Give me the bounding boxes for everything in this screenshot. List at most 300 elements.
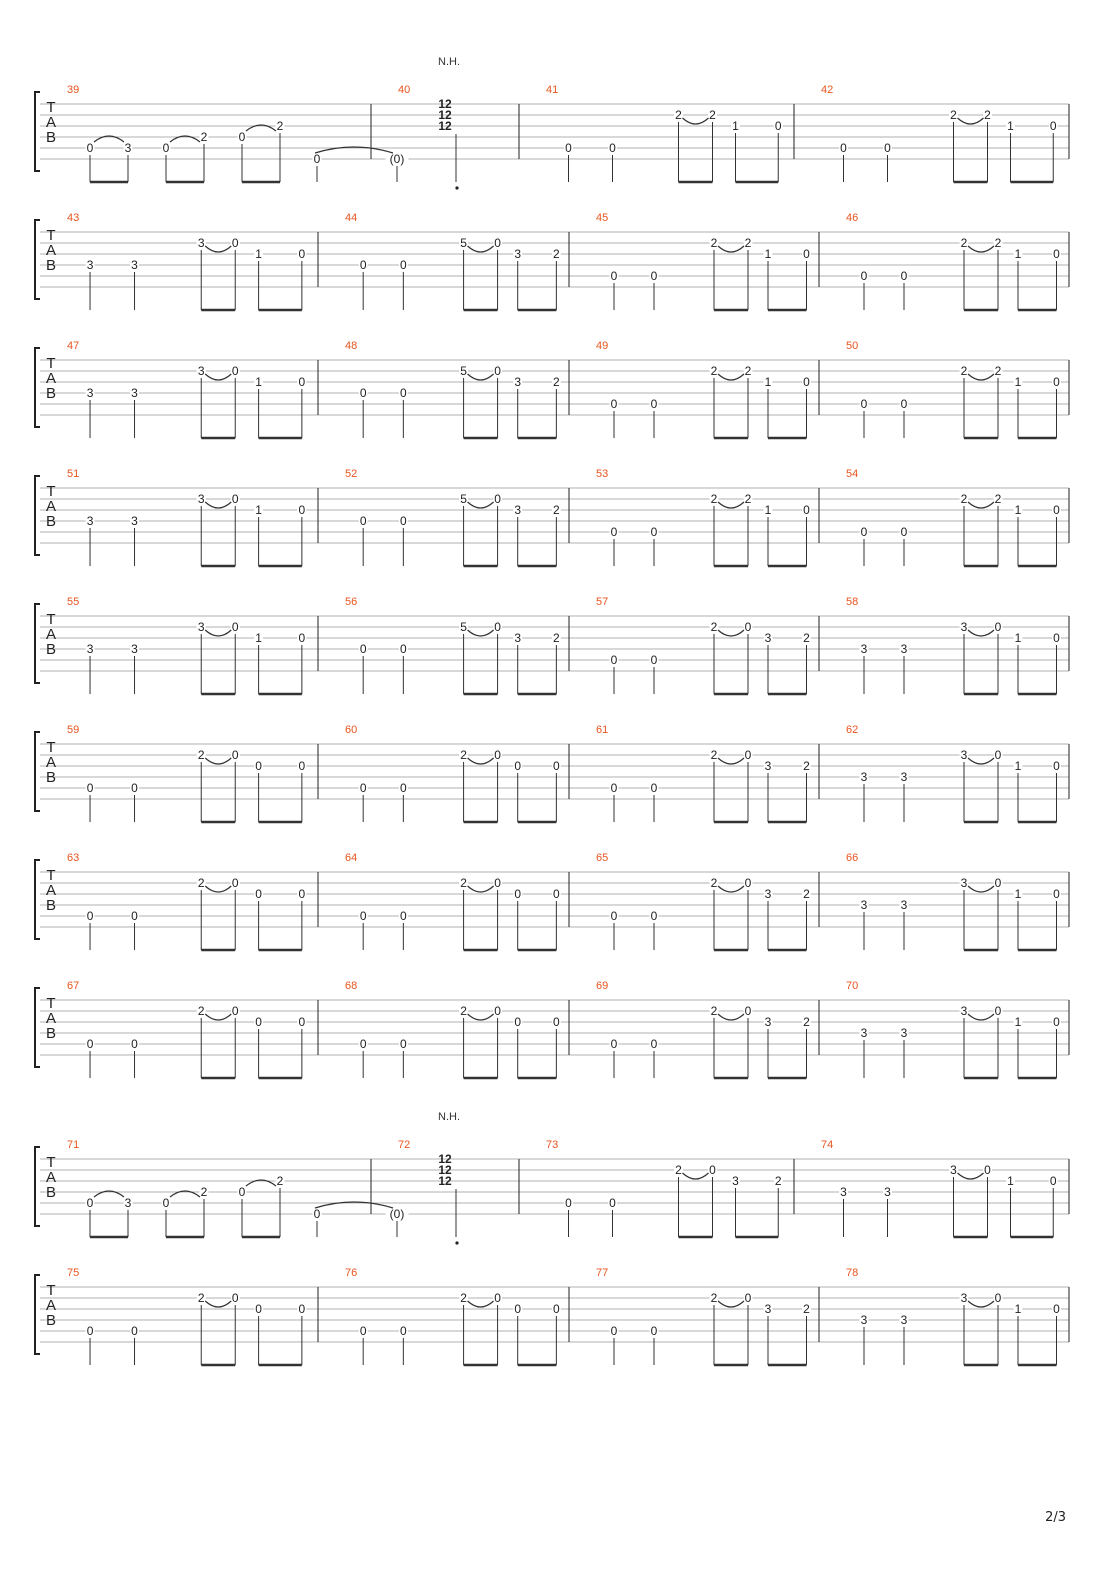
measure-number: 56 — [345, 596, 358, 608]
system-bracket — [35, 348, 40, 427]
fret-number: 3 — [900, 642, 908, 656]
slur — [205, 758, 231, 764]
fret-number: 0 — [1053, 1302, 1060, 1316]
tab-clef-letter: A — [45, 370, 57, 387]
natural-harmonic-label: N.H. — [438, 56, 460, 68]
fret-number: 0 — [86, 1196, 94, 1210]
fret-number: 0 — [803, 503, 810, 517]
slur — [468, 374, 494, 380]
measure-number: 76 — [345, 1267, 358, 1279]
measure-number: 69 — [596, 980, 609, 992]
fret-number: 2 — [197, 748, 205, 762]
fret-number: 2 — [994, 364, 1002, 378]
measure-number: 77 — [596, 1267, 609, 1279]
measure-number: 44 — [345, 212, 358, 224]
fret-number: 0 — [994, 1004, 1002, 1018]
fret-number: 2 — [710, 364, 718, 378]
fret-number: 2 — [197, 1004, 205, 1018]
fret-number: 2 — [803, 759, 810, 773]
fret-number: 3 — [86, 642, 94, 656]
tab-clef-letter: B — [45, 129, 57, 146]
fret-number: 0 — [514, 1302, 522, 1316]
fret-number: 3 — [900, 770, 908, 784]
measure-number: 74 — [821, 1139, 834, 1151]
harmonic-fret: 12 — [438, 1163, 452, 1177]
measure-number: 42 — [821, 84, 834, 96]
fret-number: 0 — [162, 141, 170, 155]
tab-clef-letter: B — [45, 1312, 57, 1329]
measure-number: 71 — [67, 1139, 80, 1151]
fret-number: 3 — [960, 748, 968, 762]
fret-number: 0 — [399, 1324, 407, 1338]
slur — [468, 630, 494, 636]
fret-number: 0 — [884, 141, 891, 155]
fret-number: 0 — [238, 1185, 246, 1199]
measure-number: 58 — [846, 596, 859, 608]
slur — [205, 1014, 231, 1020]
slur — [205, 886, 231, 892]
tab-clef-letter: T — [46, 99, 56, 116]
fret-number: 3 — [960, 876, 968, 890]
fret-number: 0 — [610, 1324, 618, 1338]
fret-number: 2 — [960, 236, 968, 250]
measure-number: 53 — [596, 468, 609, 480]
measure-number: 73 — [546, 1139, 559, 1151]
fret-number: 0 — [1049, 1174, 1057, 1188]
tab-clef-letter: B — [45, 1025, 57, 1042]
fret-number: 0 — [255, 759, 262, 773]
tab-clef-letter: A — [45, 1169, 57, 1186]
fret-number: 0 — [650, 1324, 658, 1338]
measure-number: 52 — [345, 468, 358, 480]
fret-number: 0 — [984, 1163, 991, 1177]
tab-clef-letter: T — [46, 483, 56, 500]
slur — [718, 502, 744, 508]
slur — [205, 630, 231, 636]
measure-number: 61 — [596, 724, 609, 736]
fret-number: 0 — [744, 748, 752, 762]
fret-number: 0 — [298, 503, 306, 517]
fret-number: 3 — [514, 247, 522, 261]
fret-number: 0 — [359, 514, 367, 528]
slur — [468, 502, 494, 508]
fret-number: 0 — [860, 525, 868, 539]
fret-number: 0 — [86, 909, 94, 923]
fret-number: 3 — [900, 1313, 908, 1327]
fret-number: 0 — [553, 759, 560, 773]
fret-number: 5 — [460, 620, 467, 634]
slur — [683, 118, 709, 124]
fret-number: 2 — [460, 1004, 467, 1018]
measure-number: 41 — [546, 84, 559, 96]
fret-number: 2 — [744, 236, 752, 250]
slur — [718, 1301, 744, 1307]
measure-number: 63 — [67, 852, 80, 864]
fret-number: 1 — [764, 503, 772, 517]
slur — [468, 246, 494, 252]
fret-number: 1 — [1014, 887, 1022, 901]
fret-number: 3 — [86, 514, 94, 528]
fret-number: 0 — [514, 759, 522, 773]
fret-number: 2 — [744, 492, 752, 506]
fret-number: 0 — [650, 397, 658, 411]
tab-clef-letter: B — [45, 257, 57, 274]
fret-number: 3 — [197, 364, 205, 378]
fret-number: 0 — [313, 1207, 321, 1221]
slur — [968, 630, 994, 636]
fret-number: 3 — [860, 642, 868, 656]
tab-clef-letter: T — [46, 227, 56, 244]
slur — [968, 502, 994, 508]
slur — [718, 886, 744, 892]
measure-number: 40 — [398, 84, 411, 96]
fret-number: 0 — [494, 876, 501, 890]
fret-number: 2 — [197, 1291, 205, 1305]
system-bracket — [35, 604, 40, 683]
fret-number: 0 — [131, 909, 138, 923]
tab-clef-letter: A — [45, 1010, 57, 1027]
fret-number: 0 — [860, 397, 868, 411]
fret-number: 0 — [553, 1015, 560, 1029]
fret-number: 3 — [514, 503, 522, 517]
fret-number: 0 — [860, 269, 868, 283]
fret-number: 2 — [553, 631, 560, 645]
fret-number: 0 — [255, 1015, 262, 1029]
fret-number: 2 — [200, 1185, 208, 1199]
fret-number: 3 — [764, 759, 772, 773]
fret-number: 2 — [710, 620, 718, 634]
fret-number: 3 — [960, 620, 968, 634]
tab-clef-letter: A — [45, 1297, 57, 1314]
fret-number: 1 — [732, 119, 739, 133]
fret-number: 2 — [710, 1004, 718, 1018]
measure-number: 54 — [846, 468, 859, 480]
fret-number: 0 — [650, 909, 658, 923]
fret-number: 0 — [86, 1324, 94, 1338]
slur — [468, 1014, 494, 1020]
fret-number: 2 — [984, 108, 991, 122]
fret-number: 2 — [950, 108, 957, 122]
slur — [958, 118, 984, 124]
fret-number: 1 — [1014, 503, 1022, 517]
fret-number: 2 — [200, 130, 208, 144]
fret-number: 0 — [86, 141, 94, 155]
measure-number: 51 — [67, 468, 80, 480]
fret-number: 0 — [359, 909, 367, 923]
fret-number: 0 — [399, 514, 407, 528]
fret-number: 0 — [86, 781, 94, 795]
measure-number: 49 — [596, 340, 609, 352]
fret-number: 0 — [610, 909, 618, 923]
fret-number: 0 — [744, 1004, 752, 1018]
slur — [683, 1173, 709, 1179]
slur — [968, 374, 994, 380]
fret-number: 0 — [359, 386, 367, 400]
fret-number: 0 — [231, 364, 239, 378]
fret-number: 2 — [803, 887, 810, 901]
fret-number: 0 — [650, 269, 658, 283]
fret-number: 0 — [610, 525, 618, 539]
fret-number: 0 — [494, 748, 501, 762]
fret-number: 0 — [610, 653, 618, 667]
fret-number: 0 — [131, 1324, 138, 1338]
fret-number: 3 — [124, 141, 132, 155]
measure-number: 55 — [67, 596, 80, 608]
dotted-note — [455, 1241, 458, 1244]
measure-number: 66 — [846, 852, 859, 864]
fret-number: 0 — [744, 1291, 752, 1305]
slur — [958, 1173, 984, 1179]
fret-number: 0 — [900, 525, 908, 539]
fret-number: 0 — [1053, 887, 1060, 901]
tab-clef-letter: T — [46, 355, 56, 372]
fret-number: 0 — [494, 1004, 501, 1018]
fret-number: 0 — [609, 141, 616, 155]
fret-number: 0 — [553, 1302, 560, 1316]
slur — [718, 630, 744, 636]
fret-number: 0 — [131, 781, 138, 795]
slur — [718, 1014, 744, 1020]
page-number: 2/3 — [1045, 1510, 1066, 1525]
fret-number: 3 — [764, 887, 772, 901]
fret-number: 0 — [298, 631, 306, 645]
system-bracket — [35, 1275, 40, 1354]
measure-number: 67 — [67, 980, 80, 992]
fret-number: 2 — [994, 236, 1002, 250]
fret-number: 0 — [609, 1196, 616, 1210]
fret-number: 1 — [255, 631, 262, 645]
fret-number: 0 — [650, 781, 658, 795]
fret-number: 0 — [494, 364, 501, 378]
fret-number: 0 — [255, 887, 262, 901]
tab-clef-letter: T — [46, 611, 56, 628]
fret-number: 0 — [162, 1196, 170, 1210]
measure-number: 46 — [846, 212, 859, 224]
fret-number: 2 — [710, 748, 718, 762]
fret-number: 3 — [764, 1302, 772, 1316]
fret-number: 2 — [276, 119, 284, 133]
measure-number: 68 — [345, 980, 358, 992]
fret-number: 3 — [86, 258, 94, 272]
tab-clef-letter: B — [45, 385, 57, 402]
fret-number: 0 — [565, 141, 572, 155]
slur — [468, 758, 494, 764]
fret-number: 0 — [774, 119, 782, 133]
fret-number: 3 — [860, 898, 868, 912]
tab-clef-letter: T — [46, 1154, 56, 1171]
fret-number: 1 — [1007, 119, 1014, 133]
fret-number: 3 — [860, 1313, 868, 1327]
measure-number: 45 — [596, 212, 609, 224]
system-bracket — [35, 92, 40, 171]
tab-clef-letter: T — [46, 1282, 56, 1299]
fret-number: 3 — [840, 1185, 847, 1199]
slur — [968, 246, 994, 252]
fret-number: 1 — [764, 375, 772, 389]
fret-number: 0 — [1053, 631, 1060, 645]
fret-number: 0 — [231, 876, 239, 890]
measure-number: 60 — [345, 724, 358, 736]
tab-clef-letter: B — [45, 769, 57, 786]
fret-number: 2 — [675, 108, 682, 122]
system-bracket — [35, 860, 40, 939]
fret-number: 0 — [231, 492, 239, 506]
fret-number: 1 — [255, 375, 262, 389]
fret-number: 3 — [131, 642, 138, 656]
measure-number: 62 — [846, 724, 859, 736]
fret-number: 3 — [860, 770, 868, 784]
tab-clef-letter: T — [46, 739, 56, 756]
fret-number: 3 — [86, 386, 94, 400]
fret-number: 0 — [709, 1163, 716, 1177]
fret-number: 1 — [255, 503, 262, 517]
fret-number: 0 — [298, 887, 306, 901]
fret-number: 3 — [131, 514, 138, 528]
slur — [968, 1301, 994, 1307]
fret-number: 0 — [514, 887, 522, 901]
fret-number: 0 — [231, 236, 239, 250]
tab-clef-letter: B — [45, 1184, 57, 1201]
measure-number: 64 — [345, 852, 358, 864]
fret-number: 3 — [514, 375, 522, 389]
fret-number: 0 — [298, 759, 306, 773]
fret-number: 0 — [650, 525, 658, 539]
fret-number: 0 — [565, 1196, 572, 1210]
fret-number: 2 — [460, 876, 467, 890]
slur — [968, 758, 994, 764]
fret-number: 0 — [359, 642, 367, 656]
fret-number: 0 — [494, 236, 501, 250]
fret-number: 3 — [884, 1185, 891, 1199]
fret-number: 2 — [994, 492, 1002, 506]
fret-number: 0 — [313, 152, 321, 166]
fret-number: 0 — [298, 247, 306, 261]
fret-number: 3 — [124, 1196, 132, 1210]
measure-number: 65 — [596, 852, 609, 864]
fret-number: 2 — [803, 1302, 810, 1316]
harmonic-fret: 12 — [438, 1152, 452, 1166]
fret-number: 1 — [1014, 247, 1022, 261]
measure-number: 50 — [846, 340, 859, 352]
slur — [205, 1301, 231, 1307]
measure-number: 59 — [67, 724, 80, 736]
fret-number: 5 — [460, 492, 467, 506]
system-bracket — [35, 988, 40, 1067]
fret-number: 3 — [131, 258, 138, 272]
fret-number: 5 — [460, 364, 467, 378]
fret-number: 0 — [610, 1037, 618, 1051]
tab-clef-letter: T — [46, 867, 56, 884]
fret-number: 0 — [399, 642, 407, 656]
fret-number: 0 — [255, 1302, 262, 1316]
fret-number: 0 — [494, 620, 501, 634]
fret-number: 2 — [553, 503, 560, 517]
fret-number: 2 — [276, 1174, 284, 1188]
slur — [968, 1014, 994, 1020]
fret-number: 1 — [1014, 375, 1022, 389]
measure-number: 57 — [596, 596, 609, 608]
fret-number: 0 — [994, 620, 1002, 634]
fret-number: 0 — [231, 1004, 239, 1018]
fret-number: 0 — [298, 1302, 306, 1316]
fret-number: 0 — [744, 620, 752, 634]
tab-clef-letter: B — [45, 641, 57, 658]
fret-number: 1 — [1007, 1174, 1014, 1188]
fret-number: 0 — [359, 781, 367, 795]
fret-number: 2 — [744, 364, 752, 378]
measure-number: 43 — [67, 212, 80, 224]
fret-number: 2 — [803, 1015, 810, 1029]
fret-number: 2 — [774, 1174, 782, 1188]
fret-number: 2 — [553, 375, 560, 389]
fret-number: 0 — [553, 887, 560, 901]
fret-number: 0 — [359, 1324, 367, 1338]
fret-number: 2 — [675, 1163, 682, 1177]
fret-number: 3 — [950, 1163, 957, 1177]
fret-number: 0 — [494, 492, 501, 506]
tied-fret: (0) — [389, 152, 405, 166]
fret-number: 0 — [610, 781, 618, 795]
fret-number: 0 — [231, 1291, 239, 1305]
fret-number: 0 — [238, 130, 246, 144]
fret-number: 2 — [710, 876, 718, 890]
fret-number: 0 — [399, 1037, 407, 1051]
fret-number: 3 — [732, 1174, 739, 1188]
fret-number: 0 — [1053, 375, 1060, 389]
fret-number: 3 — [197, 236, 205, 250]
fret-number: 1 — [764, 247, 772, 261]
fret-number: 0 — [610, 269, 618, 283]
slur — [468, 1301, 494, 1307]
measure-number: 75 — [67, 1267, 80, 1279]
fret-number: 0 — [650, 653, 658, 667]
tab-clef-letter: A — [45, 754, 57, 771]
natural-harmonic-label: N.H. — [438, 1111, 460, 1123]
harmonic-fret: 12 — [438, 97, 452, 111]
fret-number: 1 — [1014, 1015, 1022, 1029]
fret-number: 3 — [197, 620, 205, 634]
harmonic-fret: 12 — [438, 1174, 452, 1188]
slur — [468, 886, 494, 892]
fret-number: 3 — [197, 492, 205, 506]
fret-number: 1 — [1014, 631, 1022, 645]
fret-number: 0 — [803, 375, 810, 389]
fret-number: 0 — [514, 1015, 522, 1029]
system-bracket — [35, 220, 40, 299]
fret-number: 2 — [710, 492, 718, 506]
fret-number: 3 — [131, 386, 138, 400]
fret-number: 0 — [399, 781, 407, 795]
tab-clef-letter: B — [45, 897, 57, 914]
fret-number: 2 — [803, 631, 810, 645]
fret-number: 3 — [900, 898, 908, 912]
fret-number: 0 — [994, 876, 1002, 890]
fret-number: 0 — [994, 748, 1002, 762]
fret-number: 2 — [710, 1291, 718, 1305]
fret-number: 0 — [840, 141, 847, 155]
fret-number: 0 — [994, 1291, 1002, 1305]
fret-number: 1 — [1014, 1302, 1022, 1316]
measure-number: 72 — [398, 1139, 411, 1151]
tied-fret: (0) — [389, 1207, 405, 1221]
fret-number: 0 — [231, 620, 239, 634]
fret-number: 2 — [960, 492, 968, 506]
fret-number: 0 — [744, 876, 752, 890]
fret-number: 3 — [514, 631, 522, 645]
fret-number: 2 — [710, 236, 718, 250]
fret-number: 3 — [960, 1004, 968, 1018]
system-bracket — [35, 1147, 40, 1226]
